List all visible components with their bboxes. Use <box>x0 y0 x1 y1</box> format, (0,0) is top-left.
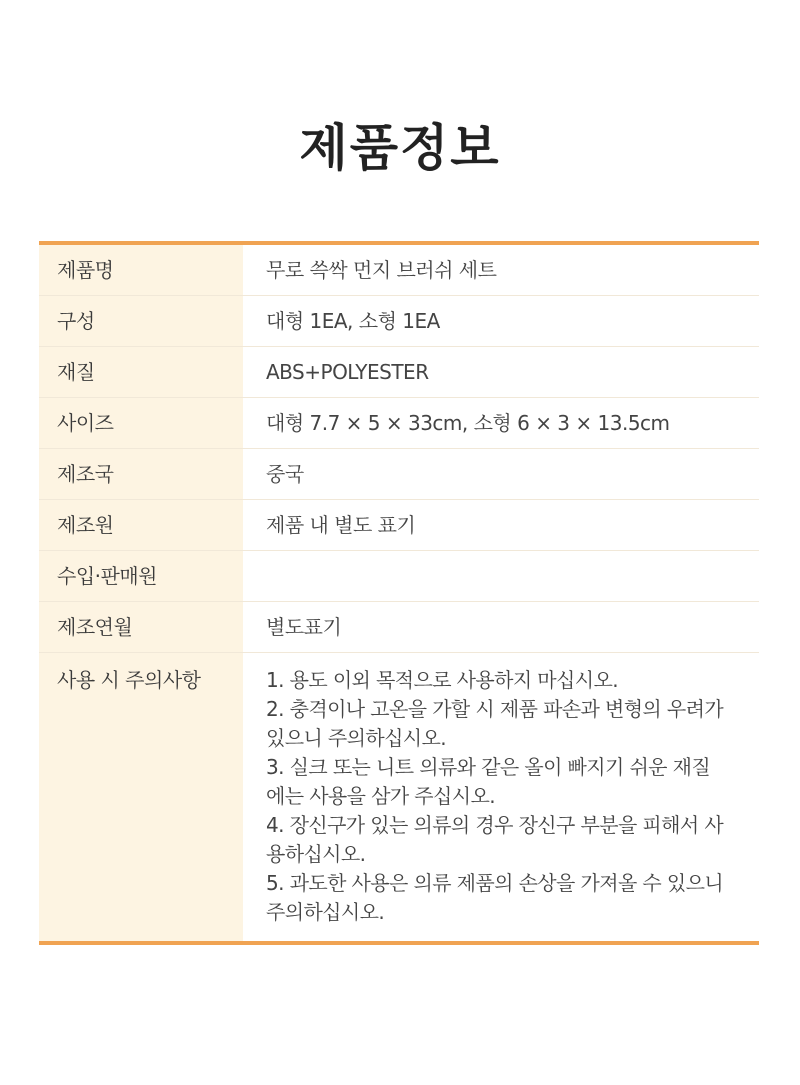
page-title: 제품정보 <box>299 119 501 177</box>
table-row-country <box>39 449 759 500</box>
table-row-importer <box>39 551 759 602</box>
row-value: 제품 내 별도 표기 <box>243 500 759 551</box>
row-label: 제조국 <box>39 449 243 500</box>
notice-line: 4. 장신구가 있는 의류의 경우 장신구 부분을 피해서 사 <box>266 813 724 837</box>
row-value: 별도표기 <box>243 602 759 653</box>
table-row-composition <box>39 296 759 347</box>
row-label: 제조원 <box>39 500 243 551</box>
notice-line: 에는 사용을 삼가 주십시오. <box>266 784 495 808</box>
row-label: 사용 시 주의사항 <box>39 653 243 944</box>
row-label: 제조연월 <box>39 602 243 653</box>
table-row-manufacturer <box>39 500 759 551</box>
row-label: 제품명 <box>39 243 243 296</box>
notice-line: 2. 충격이나 고온을 가할 시 제품 파손과 변형의 우려가 <box>266 697 724 721</box>
table-row-product-name <box>39 243 759 296</box>
notice-line: 3. 실크 또는 니트 의류와 같은 올이 빠지기 쉬운 재질 <box>266 755 711 779</box>
table-row-size <box>39 398 759 449</box>
notice-line: 주의하십시오. <box>266 900 385 924</box>
table-row-usage-notice <box>39 653 759 944</box>
row-label: 수입·판매원 <box>39 551 243 602</box>
notice-line: 용하십시오. <box>266 842 366 866</box>
row-value: 대형 7.7 × 5 × 33cm, 소형 6 × 3 × 13.5cm <box>243 398 759 449</box>
row-value: 대형 1EA, 소형 1EA <box>243 296 759 347</box>
table-row-material <box>39 347 759 398</box>
notice-line: 5. 과도한 사용은 의류 제품의 손상을 가져올 수 있으니 <box>266 871 724 895</box>
row-value: 중국 <box>243 449 759 500</box>
notice-line: 있으니 주의하십시오. <box>266 726 446 750</box>
notice-line: 1. 용도 이외 목적으로 사용하지 마십시오. <box>266 668 618 692</box>
row-value <box>243 551 759 602</box>
row-value: 무로 쓱싹 먼지 브러쉬 세트 <box>243 243 759 296</box>
row-label: 재질 <box>39 347 243 398</box>
row-label: 구성 <box>39 296 243 347</box>
table-row-manufacture-date <box>39 602 759 653</box>
product-info-table <box>39 241 759 945</box>
row-value: ABS+POLYESTER <box>243 347 759 398</box>
notice-text <box>243 653 759 944</box>
row-label: 사이즈 <box>39 398 243 449</box>
